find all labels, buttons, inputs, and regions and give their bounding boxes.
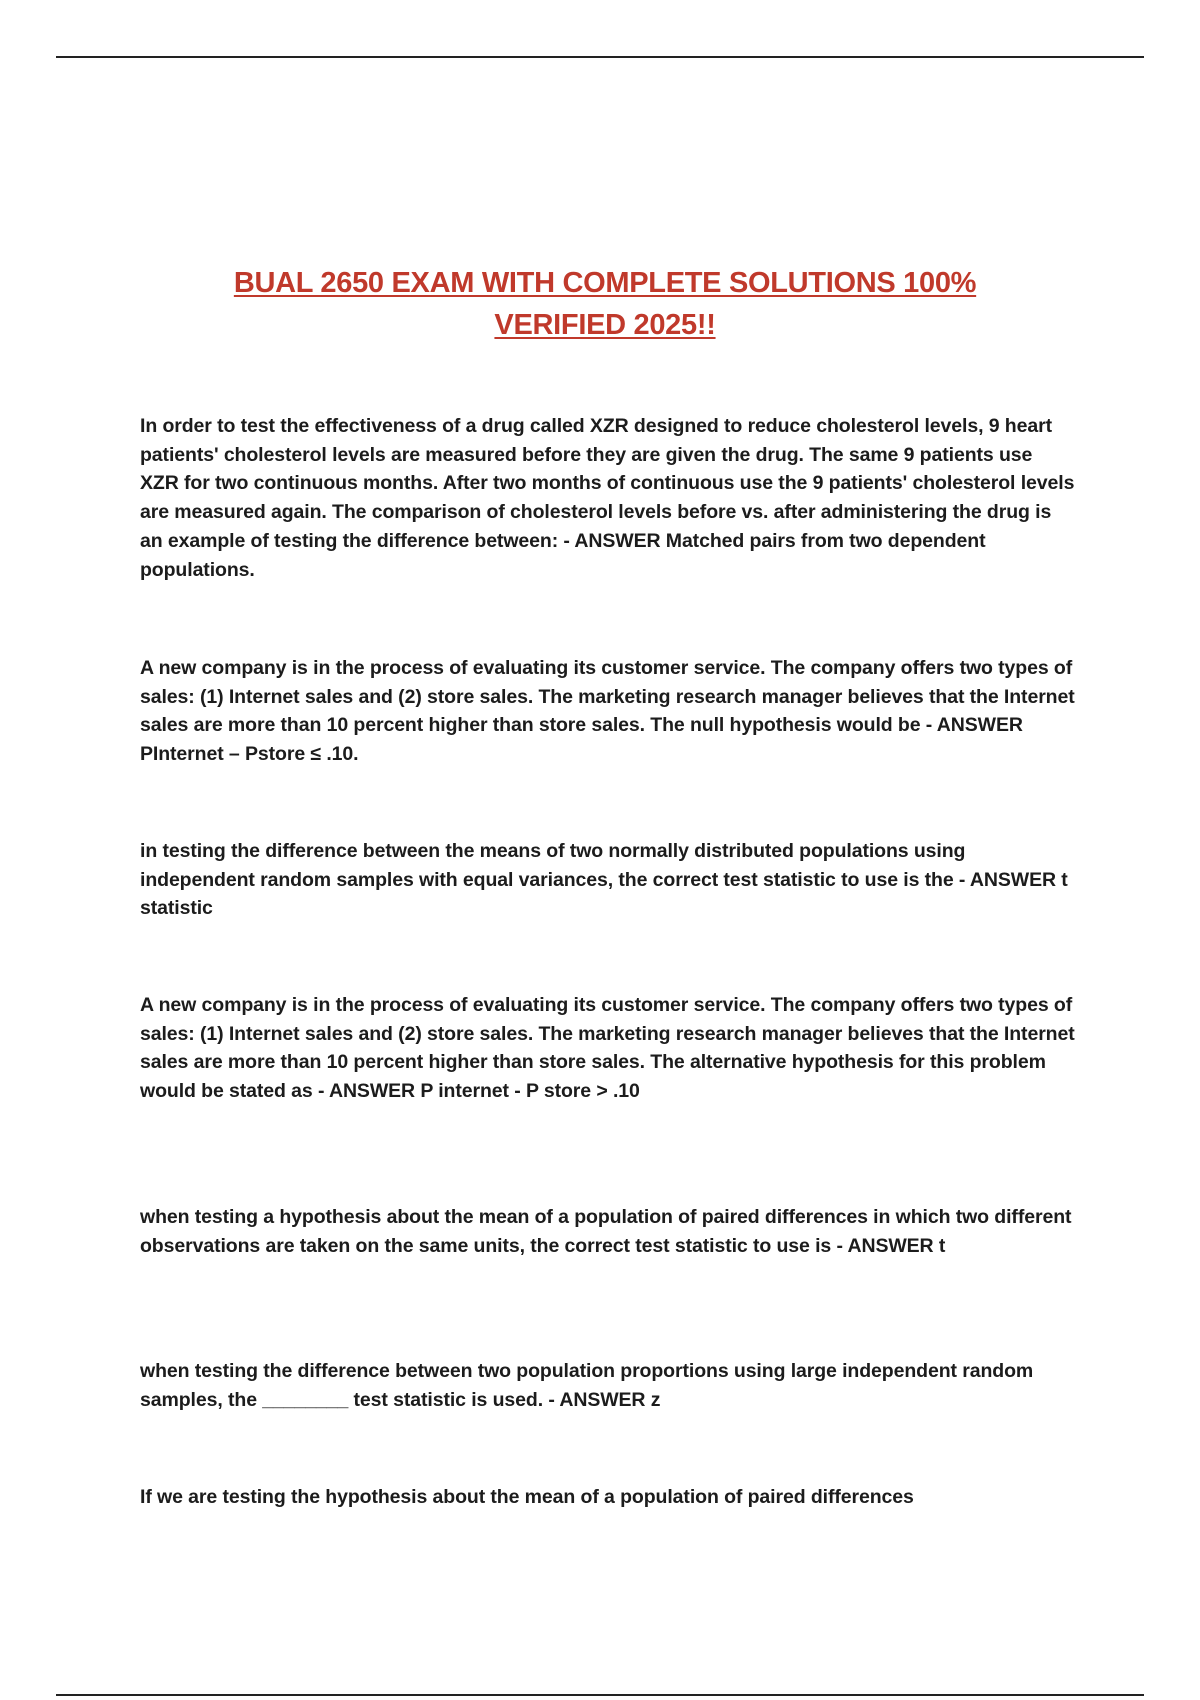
question-text: In order to test the effectiveness of a drug called XZR designed to reduce cholesterol levels, 9 heart patients' cholesterol levels are measured before they are given the drug. The same 9 patients use XZR for two continuous months. After two months of continuous use the 9 patients' cholesterol levels are measured again. The comparison of cholesterol levels before vs. after administering the drug is an example of testing the difference between: - ANSWER bbox=[140, 415, 1075, 552]
top-rule bbox=[56, 56, 1144, 58]
answer-text: t bbox=[938, 1234, 946, 1257]
question-text: in testing the difference between the means of two normally distributed populations using independent random samples with equal variances, the correct test statistic to use is the - ANSWER bbox=[140, 840, 1056, 891]
answer-text: P internet - P store > .10 bbox=[420, 1080, 640, 1103]
bottom-rule bbox=[56, 1694, 1144, 1696]
answer-text: Matched pairs from two dependent populations. bbox=[140, 529, 986, 581]
question-text: when testing the difference between two population proportions using large independent random samples, the ________ test statistic is used. - ANSWER bbox=[140, 1360, 1034, 1411]
qa-item-6 bbox=[140, 1357, 1075, 1414]
question-text: A new company is in the process of evaluating its customer service. The company offers two types of sales: (1) Internet sales and (2) store sales. The marketing research manager believes that the Internet sales are more than 10 percent higher than store sales. The null hypothesis would be - ANSWER bbox=[140, 657, 1075, 737]
title-line-1: BUAL 2650 EXAM WITH COMPLETE SOLUTIONS 100% bbox=[233, 267, 977, 299]
question-text: If we are testing the hypothesis about the mean of a population of paired differences bbox=[140, 1486, 914, 1508]
document-title bbox=[140, 262, 1070, 346]
title-line-2: VERIFIED 2025!! bbox=[494, 309, 716, 341]
qa-item-5 bbox=[140, 1203, 1075, 1260]
answer-text: z bbox=[650, 1388, 661, 1411]
qa-item-7 bbox=[140, 1483, 1075, 1512]
qa-item-1 bbox=[140, 412, 1075, 584]
qa-item-4 bbox=[140, 991, 1075, 1106]
answer-text: t statistic bbox=[140, 868, 1068, 920]
answer-text: PInternet – Pstore ≤ .10. bbox=[140, 743, 359, 766]
question-text: when testing a hypothesis about the mean of a population of paired differences in which two different observations are taken on the same units, the correct test statistic to use is - ANSWER bbox=[140, 1206, 1072, 1257]
question-text: A new company is in the process of evaluating its customer service. The company offers two types of sales: (1) Internet sales and (2) store sales. The marketing research manager believes that the Internet sales are more than 10 percent higher than store sales. The alternative hypothesis for this problem would be stated as - ANSWER bbox=[140, 994, 1075, 1103]
qa-item-2 bbox=[140, 654, 1075, 769]
qa-item-3 bbox=[140, 837, 1075, 923]
